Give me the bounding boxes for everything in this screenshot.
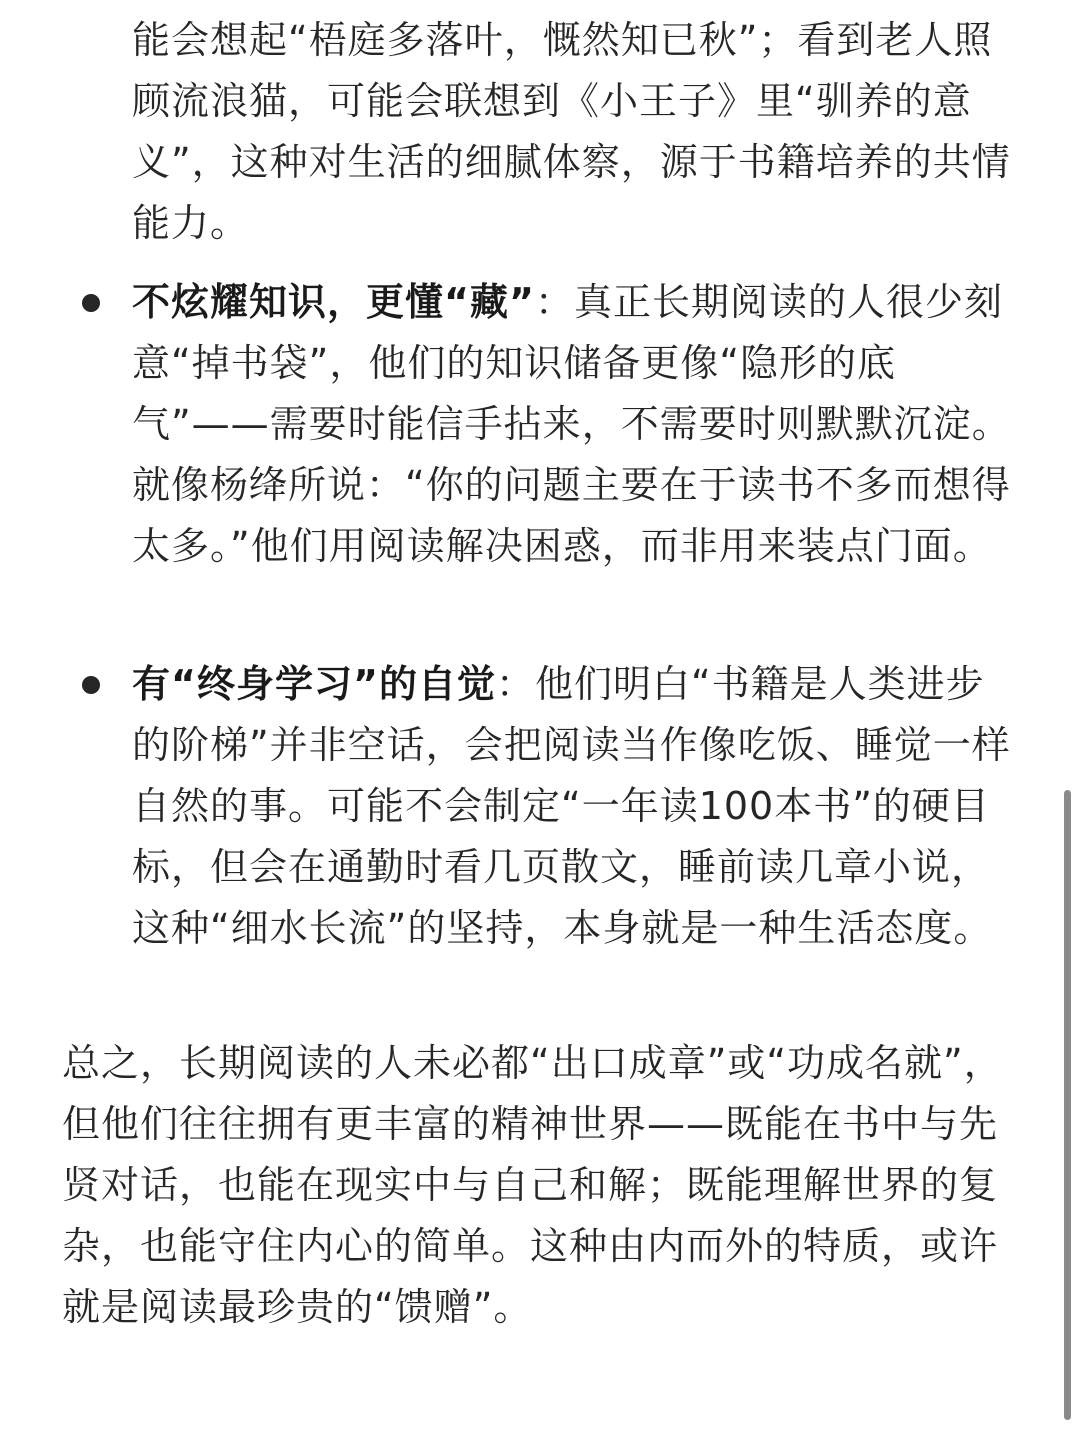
- bullet-separator: ：: [495, 662, 535, 706]
- bullet-dot: [82, 294, 100, 312]
- bullet-text: 他们明白“书籍是人类进步的阶梯”并非空话，会把阅读当作像吃饭、睡觉一样自然的事。可能不会制定“一年读100本书”的硬目标，但会在通勤时看几页散文，睡前读几章小说，这种“细水长流”的坚持，本身就是一种生活态度。: [132, 662, 1011, 950]
- bullet-title: 有“终身学习”的自觉: [132, 662, 496, 706]
- bullet-separator: ：: [534, 280, 574, 324]
- scrollbar[interactable]: [1064, 790, 1071, 1420]
- bullet-dot: [82, 676, 100, 694]
- continued-paragraph: 能会想起“梧庭多落叶，慨然知已秋”；看到老人照顾流浪猫，可能会联想到《小王子》里“驯养的意义”，这种对生活的细腻体察，源于书籍培养的共情能力。: [132, 18, 1011, 245]
- bullet-item-lifelong-learning: [132, 654, 1012, 959]
- bullet-title: 不炫耀知识，更懂“藏”: [132, 280, 535, 324]
- bullet-text: 真正长期阅读的人很少刻意“掉书袋”，他们的知识储备更像“隐形的底气”——需要时能信手拈来，不需要时则默默沉淀。就像杨绛所说：“你的问题主要在于读书不多而想得太多。”他们用阅读解决困惑，而非用来装点门面。: [132, 280, 1011, 568]
- bullet-item-hide-knowledge: [132, 272, 1012, 577]
- summary-paragraph: 总之，长期阅读的人未必都“出口成章”或“功成名就”，但他们往往拥有更丰富的精神世界——既能在书中与先贤对话，也能在现实中与自己和解；既能理解世界的复杂，也能守住内心的简单。这种由内而外的特质，或许就是阅读最珍贵的“馈赠”。: [62, 1041, 1003, 1329]
